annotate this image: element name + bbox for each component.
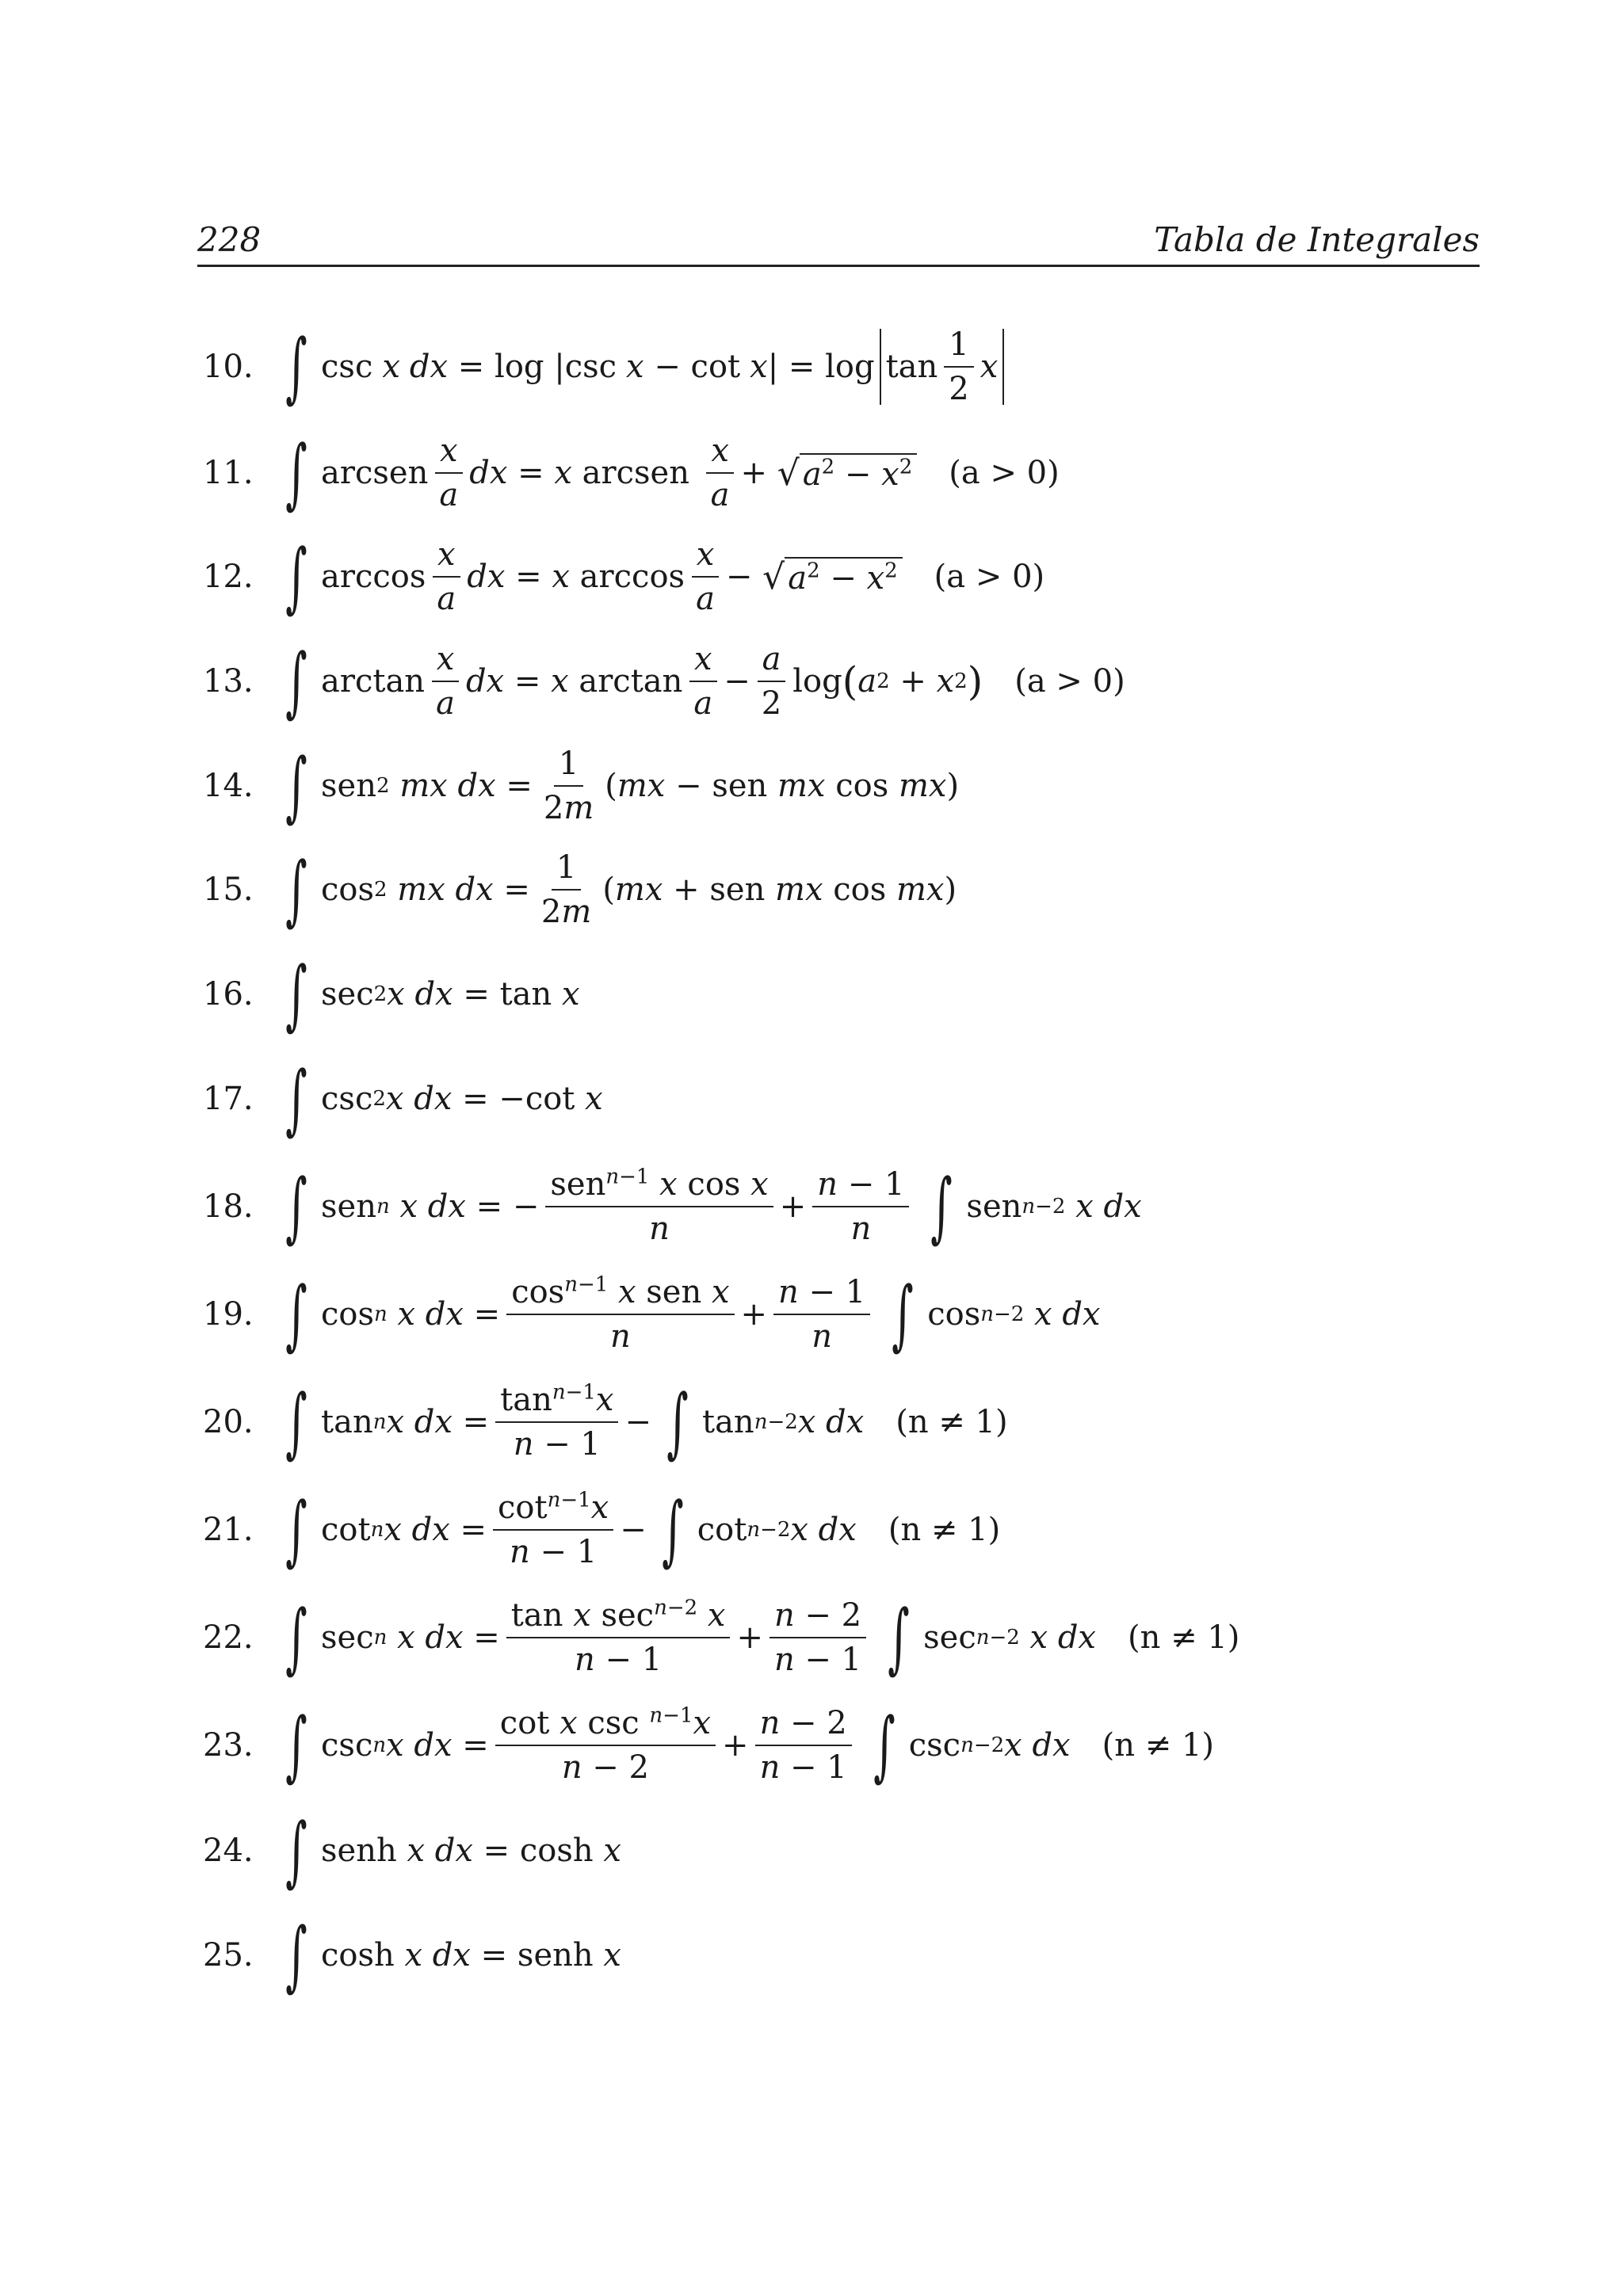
formula-condition: (a > 0) <box>1014 663 1125 700</box>
square-root: √ $a^2 - x^2$ <box>762 557 903 597</box>
formula-condition: (n ≠ 1) <box>1128 1619 1240 1656</box>
formula-expression: ∫ arctan $\frac{x}{a}$ dx = x arctan $\frac{x}{a}$ − $\frac{a}{2}$ log ( a 2 + x 2 ) (a > 0) <box>285 637 1125 726</box>
integral-sign: ∫ <box>930 1162 953 1251</box>
formula-number: 23. <box>203 1727 254 1764</box>
formula-condition: (a > 0) <box>949 455 1060 491</box>
formula-condition: (a > 0) <box>934 559 1045 595</box>
integral-sign: ∫ <box>285 1911 307 2000</box>
integral-sign: ∫ <box>285 1701 307 1790</box>
integral-sign: ∫ <box>285 1162 307 1251</box>
integral-sign: ∫ <box>285 742 307 830</box>
integral-sign: ∫ <box>661 1486 684 1574</box>
integral-sign: ∫ <box>285 1378 307 1466</box>
page-running-title: Tabla de Integrales <box>1154 220 1480 259</box>
formula-expression: ∫ cosh x dx = senh x <box>285 1911 621 2000</box>
integral-sign: ∫ <box>285 637 307 726</box>
formula-expression: ∫ cot n x dx = $\frac{\cot^{n-1}x}{n - 1}$ − ∫ cot n −2 x dx (n ≠ 1) <box>285 1486 1001 1574</box>
fraction: $\frac{\cot^{n-1}x}{n - 1}$ <box>493 1489 613 1570</box>
fraction: $\frac{\tan^{n-1}x}{n - 1}$ <box>495 1382 618 1463</box>
fraction: $\frac{x}{a}$ <box>432 536 460 617</box>
fraction: $\frac{\cos^{n-1} x sen x}{n}$ <box>506 1274 734 1355</box>
fraction: $\frac{n - 2}{n - 1}$ <box>769 1597 866 1678</box>
formula-number: 15. <box>203 871 254 908</box>
formula-number: 20. <box>203 1404 254 1440</box>
formula-number: 24. <box>203 1833 254 1869</box>
formula-condition: (n ≠ 1) <box>896 1404 1008 1440</box>
page-header <box>197 215 1480 267</box>
formula-23 <box>197 1694 1505 1797</box>
fraction: $\frac{1}{2}$ <box>944 326 973 407</box>
fraction: $\frac{a}{2}$ <box>757 641 786 722</box>
page-number: 228 <box>197 220 262 259</box>
fraction: $\frac{sen^{n-1} x \cos x}{n}$ <box>545 1166 773 1247</box>
formula-number: 17. <box>203 1081 254 1117</box>
integral-sign: ∫ <box>285 845 307 934</box>
abs-bar-right <box>1002 329 1004 405</box>
fraction: $\frac{x}{a}$ <box>431 641 460 722</box>
formula-number: 10. <box>203 349 254 385</box>
fraction: $\frac{n - 1}{n}$ <box>773 1274 870 1355</box>
square-root: √ $a^2 - x^2$ <box>777 453 918 494</box>
formula-number: 14. <box>203 768 254 804</box>
formula-number: 18. <box>203 1188 254 1225</box>
formula-expression: ∫ sen 2 mx dx = $\frac{1}{2m}$ ( mx − sen mx cos mx ) <box>285 742 960 830</box>
integral-sign: ∫ <box>285 429 307 517</box>
formula-expression: ∫ tan n x dx = $\frac{\tan^{n-1}x}{n - 1}$ − ∫ tan n −2 x dx (n ≠ 1) <box>285 1378 1008 1466</box>
fraction: $\frac{n - 2}{n - 1}$ <box>755 1705 852 1786</box>
formula-number: 11. <box>203 455 254 491</box>
formula-expression: ∫ csc n x dx = $\frac{\cot x \csc ^{n-1}x}{n - 2}$ + $\frac{n - 2}{n - 1}$ ∫ csc n −2 x dx (n ≠ 1) <box>285 1701 1214 1790</box>
formula-number: 13. <box>203 663 254 700</box>
fraction: $\frac{1}{2m}$ <box>540 849 592 930</box>
abs-bar-left <box>880 329 881 405</box>
formula-expression: ∫ sec 2 x dx = tan x <box>285 950 580 1039</box>
formula-number: 19. <box>203 1296 254 1333</box>
integral-sign: ∫ <box>285 1270 307 1359</box>
integral-sign: ∫ <box>892 1270 914 1359</box>
formula-expression: ∫ cos n x dx = $\frac{\cos^{n-1} x sen x}{n}$ + $\frac{n - 1}{n}$ ∫ cos n −2 x dx <box>285 1270 1101 1359</box>
formula-12 <box>197 525 1505 628</box>
formula-15 <box>197 838 1505 941</box>
fraction: $\frac{x}{a}$ <box>689 641 717 722</box>
fraction: $\frac{\tan x \sec^{n-2} x}{n - 1}$ <box>506 1597 731 1678</box>
fraction: $\frac{x}{a}$ <box>434 433 463 513</box>
formula-number: 21. <box>203 1512 254 1548</box>
fraction: $\frac{\cot x \csc ^{n-1}x}{n - 2}$ <box>495 1705 716 1786</box>
integral-sign: ∫ <box>285 322 307 411</box>
fraction: $\frac{n - 1}{n}$ <box>812 1166 909 1247</box>
formula-expression: ∫ sen n x dx = − $\frac{sen^{n-1} x \cos x}{n}$ + $\frac{n - 1}{n}$ ∫ sen n −2 x dx <box>285 1162 1142 1251</box>
formula-expression: ∫ sec n x dx = $\frac{\tan x \sec^{n-2} x}{n - 1}$ + $\frac{n - 2}{n - 1}$ ∫ sec n −2 x dx (n ≠ 1) <box>285 1593 1240 1682</box>
formula-20 <box>197 1371 1505 1474</box>
fraction: $\frac{1}{2m}$ <box>543 746 594 826</box>
fraction: $\frac{x}{a}$ <box>691 536 720 617</box>
integral-sign: ∫ <box>285 1486 307 1574</box>
formula-condition: (n ≠ 1) <box>1102 1727 1214 1764</box>
integral-sign: ∫ <box>285 532 307 621</box>
formula-10 <box>197 315 1505 418</box>
integral-sign: ∫ <box>666 1378 689 1466</box>
formula-expression: ∫ senh x dx = cosh x <box>285 1806 621 1895</box>
integral-sign: ∫ <box>888 1593 910 1682</box>
formula-14 <box>197 734 1505 837</box>
integral-sign: ∫ <box>285 950 307 1039</box>
formula-expression: ∫ arccos $\frac{x}{a}$ dx = x arccos $\frac{x}{a}$ − √ $a^2 - x^2$ (a > 0) <box>285 532 1045 621</box>
formula-expression: ∫ cos 2 mx dx = $\frac{1}{2m}$ ( mx + sen mx cos mx ) <box>285 845 957 934</box>
integral-sign: ∫ <box>873 1701 896 1790</box>
integral-sign: ∫ <box>285 1055 307 1143</box>
formula-17 <box>197 1047 1505 1150</box>
fraction: $\frac{x}{a}$ <box>706 433 735 513</box>
formula-expression: ∫ csc 2 x dx = −cot x <box>285 1055 603 1143</box>
formula-number: 16. <box>203 976 254 1013</box>
formula-24 <box>197 1799 1505 1902</box>
formula-expression: ∫ arcsen $\frac{x}{a}$ dx = x arcsen $\frac{x}{a}$ + √ $a^2 - x^2$ (a > 0) <box>285 429 1060 517</box>
formula-18 <box>197 1155 1505 1258</box>
formula-22 <box>197 1586 1505 1689</box>
formula-11 <box>197 421 1505 524</box>
formula-16 <box>197 943 1505 1046</box>
formula-19 <box>197 1263 1505 1366</box>
formula-21 <box>197 1478 1505 1581</box>
formula-number: 22. <box>203 1619 254 1656</box>
formula-number: 12. <box>203 559 254 595</box>
integral-sign: ∫ <box>285 1806 307 1895</box>
formula-13 <box>197 630 1505 733</box>
formula-25 <box>197 1904 1505 2007</box>
formula-condition: (n ≠ 1) <box>888 1512 1001 1548</box>
formula-number: 25. <box>203 1937 254 1974</box>
integral-sign: ∫ <box>285 1593 307 1682</box>
formula-expression: ∫ csc x dx = log |csc x − cot x | = log tan $\frac{1}{2}$ x <box>277 326 1009 407</box>
